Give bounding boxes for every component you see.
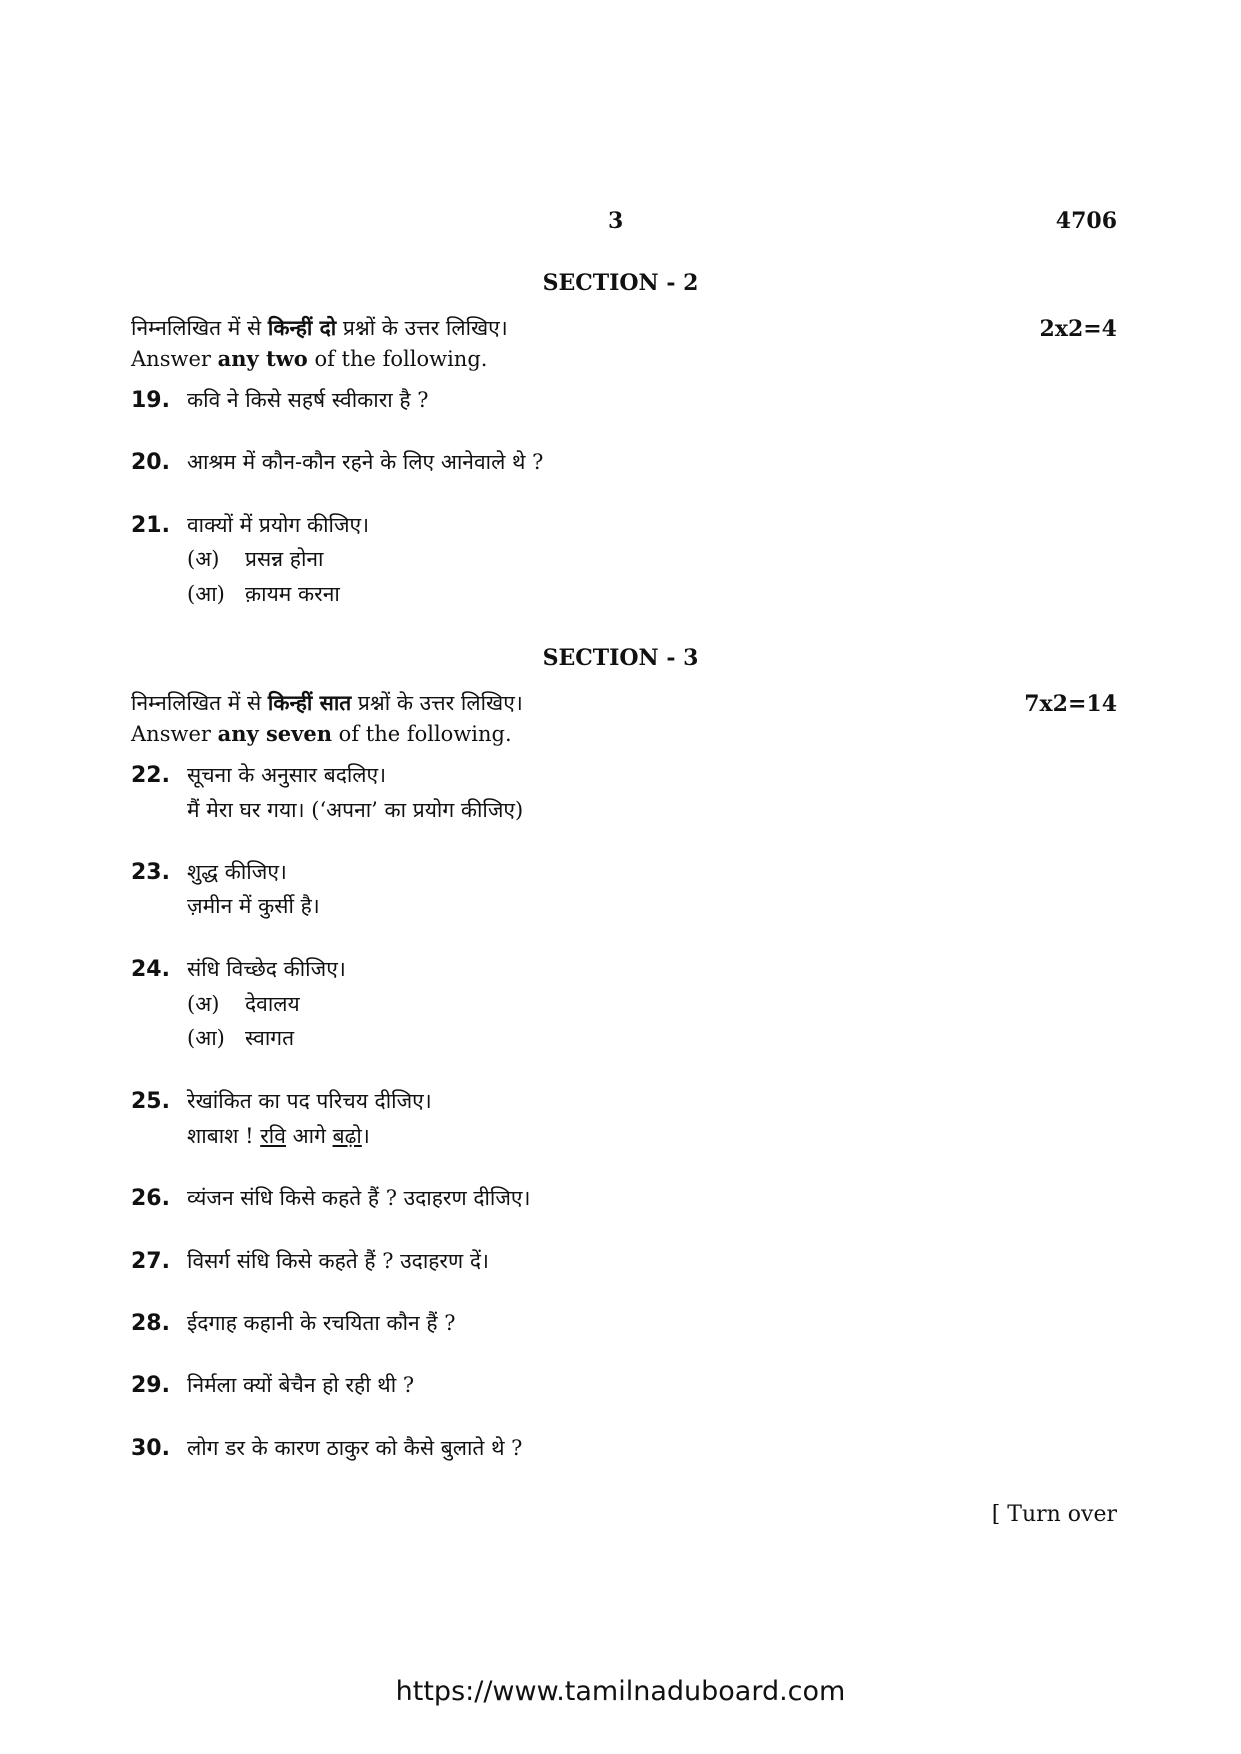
question-19 xyxy=(131,386,429,414)
question-number: 30. xyxy=(131,1436,170,1461)
question-number: 19. xyxy=(131,388,170,413)
question-text: लोग डर के कारण ठाकुर को कैसे बुलाते थे ? xyxy=(187,1436,523,1460)
question-28 xyxy=(131,1309,455,1337)
option-text: स्वागत xyxy=(245,1026,295,1050)
option-label: (आ) xyxy=(187,1026,225,1050)
question-21 xyxy=(131,511,369,539)
question-26 xyxy=(131,1184,531,1212)
sentence-text: । xyxy=(361,1124,370,1148)
question-21-option-b xyxy=(187,580,340,608)
question-number: 28. xyxy=(131,1311,170,1336)
underlined-word: बढ़ो xyxy=(332,1124,362,1148)
question-text: कवि ने किसे सहर्ष स्वीकारा है ? xyxy=(187,388,429,412)
question-text: विसर्ग संधि किसे कहते हैं ? उदाहरण दें। xyxy=(187,1249,489,1273)
instruction-emphasis: any two xyxy=(217,346,308,371)
question-number: 23. xyxy=(131,860,170,885)
question-text: ईदगाह कहानी के रचयिता कौन हैं ? xyxy=(187,1311,456,1335)
option-label: (अ) xyxy=(187,547,220,571)
question-25-line-2 xyxy=(187,1122,370,1150)
instruction-text: प्रश्नों के उत्तर लिखिए। xyxy=(336,316,508,340)
question-24-option-a xyxy=(187,990,300,1018)
question-23-line-2: ज़मीन में कुर्सी है। xyxy=(187,894,320,918)
instruction-emphasis: किन्हीं दो xyxy=(267,315,337,340)
question-text: वाक्यों में प्रयोग कीजिए। xyxy=(187,513,370,537)
option-text: प्रसन्न होना xyxy=(245,547,324,571)
instruction-emphasis: किन्हीं सात xyxy=(267,690,352,715)
section-3-instruction-hindi xyxy=(131,689,523,717)
question-number: 27. xyxy=(131,1249,170,1274)
instruction-text: of the following. xyxy=(332,722,512,746)
instruction-text: Answer xyxy=(131,347,218,371)
section-3-marks: 7x2=14 xyxy=(1024,691,1117,717)
question-24 xyxy=(131,955,346,983)
sentence-text: शाबाश ! xyxy=(187,1124,261,1148)
question-text: शुद्ध कीजिए। xyxy=(187,860,287,884)
instruction-emphasis: any seven xyxy=(217,721,332,746)
question-22 xyxy=(131,761,386,789)
paper-code: 4706 xyxy=(1055,208,1117,234)
question-number: 24. xyxy=(131,957,170,982)
section-3-title: SECTION - 3 xyxy=(542,645,699,671)
question-21-option-a xyxy=(187,545,323,573)
question-number: 20. xyxy=(131,450,170,475)
section-2-marks: 2x2=4 xyxy=(1039,316,1117,342)
page-number: 3 xyxy=(608,208,624,234)
question-20 xyxy=(131,448,543,476)
turn-over-note: [ Turn over xyxy=(991,1502,1117,1527)
question-text: सूचना के अनुसार बदलिए। xyxy=(187,763,387,787)
footer-url: https://www.tamilnaduboard.com xyxy=(395,1676,846,1707)
option-text: क़ायम करना xyxy=(245,582,340,606)
question-number: 29. xyxy=(131,1373,170,1398)
question-number: 21. xyxy=(131,513,170,538)
option-text: देवालय xyxy=(245,992,300,1016)
question-text: रेखांकित का पद परिचय दीजिए। xyxy=(187,1089,432,1113)
question-22-line-2: मैं मेरा घर गया। (‘अपना’ का प्रयोग कीजिए) xyxy=(187,798,524,822)
instruction-text: of the following. xyxy=(307,347,488,371)
instruction-text: प्रश्नों के उत्तर लिखिए। xyxy=(351,691,523,715)
instruction-text: निम्नलिखित में से xyxy=(131,691,268,715)
option-label: (आ) xyxy=(187,582,225,606)
question-23 xyxy=(131,858,287,886)
section-2-title: SECTION - 2 xyxy=(542,270,699,296)
option-label: (अ) xyxy=(187,992,220,1016)
question-text: आश्रम में कौन-कौन रहने के लिए आनेवाले थे ? xyxy=(187,450,544,474)
instruction-text: Answer xyxy=(131,722,218,746)
question-number: 22. xyxy=(131,763,170,788)
section-2-instruction-hindi xyxy=(131,314,508,342)
instruction-text: निम्नलिखित में से xyxy=(131,316,268,340)
question-number: 25. xyxy=(131,1089,170,1114)
question-text: व्यंजन संधि किसे कहते हैं ? उदाहरण दीजिए। xyxy=(187,1186,531,1210)
question-number: 26. xyxy=(131,1186,170,1211)
section-2-instruction-english xyxy=(131,346,487,371)
question-text: संधि विच्छेद कीजिए। xyxy=(187,957,346,981)
section-3-instruction-english xyxy=(131,721,512,746)
question-24-option-b xyxy=(187,1024,294,1052)
question-30 xyxy=(131,1434,522,1462)
question-text: निर्मला क्यों बेचैन हो रही थी ? xyxy=(187,1373,415,1397)
question-29 xyxy=(131,1371,414,1399)
question-25 xyxy=(131,1087,432,1115)
underlined-word: रवि xyxy=(260,1124,286,1148)
sentence-text: आगे xyxy=(285,1124,333,1148)
question-27 xyxy=(131,1247,489,1275)
